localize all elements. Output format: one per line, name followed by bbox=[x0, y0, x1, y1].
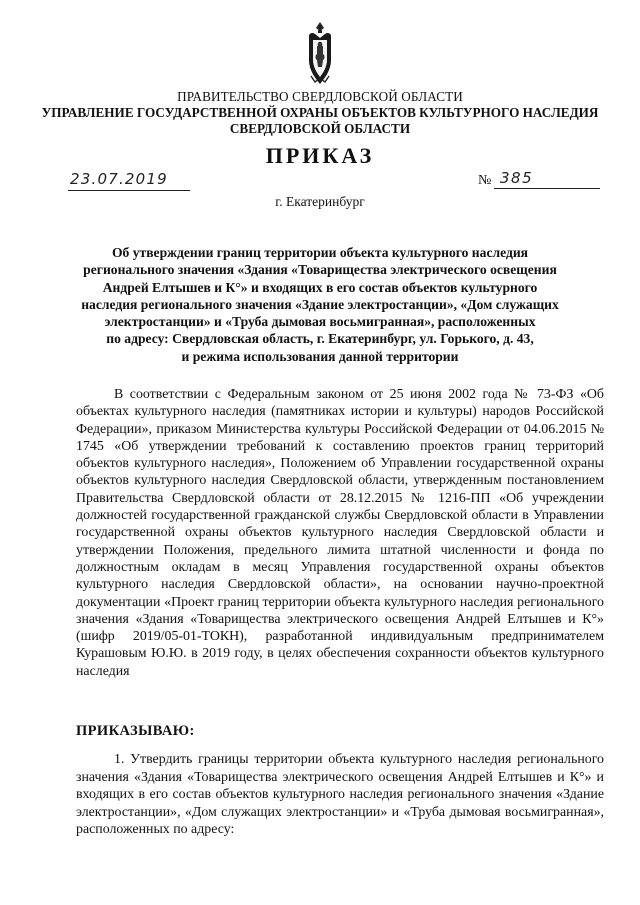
document-title: ПРИКАЗ bbox=[265, 143, 375, 168]
subject-line: Андрей Елтышев и К°» и входящих в его состав объектов культурного bbox=[102, 279, 538, 295]
city: г. Екатеринбург bbox=[275, 194, 365, 209]
coat-of-arms-icon bbox=[305, 20, 335, 86]
order-subject bbox=[80, 244, 560, 365]
order-heading: ПРИКАЗЫВАЮ: bbox=[76, 723, 195, 739]
handwritten-number: 385 bbox=[500, 169, 534, 187]
number-field bbox=[494, 170, 600, 189]
subject-line: и режима использования данной территории bbox=[181, 348, 459, 364]
subject-line: по адресу: Свердловская область, г. Екатеринбург, ул. Горького, д. 43, bbox=[106, 331, 534, 347]
date-field bbox=[68, 170, 190, 191]
preamble-paragraph: В соответствии с Федеральным законом от 25 июня 2002 года № 73-ФЗ «Об объектах культурного наследия (памятниках истории и культуры) народов Российской Федерации», приказом Министерства культуры Российской Федерации от 04.06.2015 № 1745 «Об утверждении требований к составлению проектов границ территорий объектов культурного наследия», Положением об Управлении государственной охраны объектов культурного наследия Свердловской области, утвержденным постановлением Правительства Свердловской области от 28.12.2015 № 1216-ПП «Об учреждении должностей государственной гражданской службы Свердловской области в Управлении государственной охраны объектов культурного наследия Свердловской области и утверждении Положения, предельного лимита штатной численности и фонда по должностным окладам в месяц Управления государственной охраны объектов культурного наследия Свердловской области», на основании научно-проектной документации «Проект границ территории объекта культурного наследия регионального значения «Здания «Товарищества электрического освещения Андрей Елтышев и К°» (шифр 2019/05-01-ТОКН), разработанной индивидуальным предпринимателем Курашовым Ю.Ю. в 2019 году, в целях обеспечения сохранности объектов культурного наследия bbox=[76, 387, 604, 679]
department-line: УПРАВЛЕНИЕ ГОСУДАРСТВЕННОЙ ОХРАНЫ ОБЪЕКТОВ КУЛЬТУРНОГО НАСЛЕДИЯ bbox=[41, 105, 599, 120]
number-label: № bbox=[478, 173, 492, 188]
subject-line: Об утверждении границ территории объекта культурного наследия bbox=[111, 245, 529, 260]
subject-line: наследия регионального значения «Здание электростанции», «Дом служащих bbox=[81, 296, 559, 312]
government-name: ПРАВИТЕЛЬСТВО СВЕРДЛОВСКОЙ ОБЛАСТИ bbox=[177, 89, 463, 104]
order-item-1: 1. Утвердить границы территории объекта культурного наследия регионального значения «Здания «Товарищества электрического освещения Андрей Елтышев и К°» и входящих в его состав объектов культурного наследия регионального значения «Здание электростанции», «Дом служащих электростанции» и «Труба дымовая восьмигранная», расположенных по адресу: bbox=[76, 752, 604, 837]
subject-line: электростанции» и «Труба дымовая восьмигранная», расположенных bbox=[104, 314, 536, 330]
handwritten-date: 23.07.2019 bbox=[70, 170, 168, 188]
department-name bbox=[0, 105, 640, 137]
department-line: СВЕРДЛОВСКОЙ ОБЛАСТИ bbox=[229, 121, 411, 136]
subject-line: регионального значения «Здания «Товарищества электрического освещения bbox=[83, 262, 557, 278]
